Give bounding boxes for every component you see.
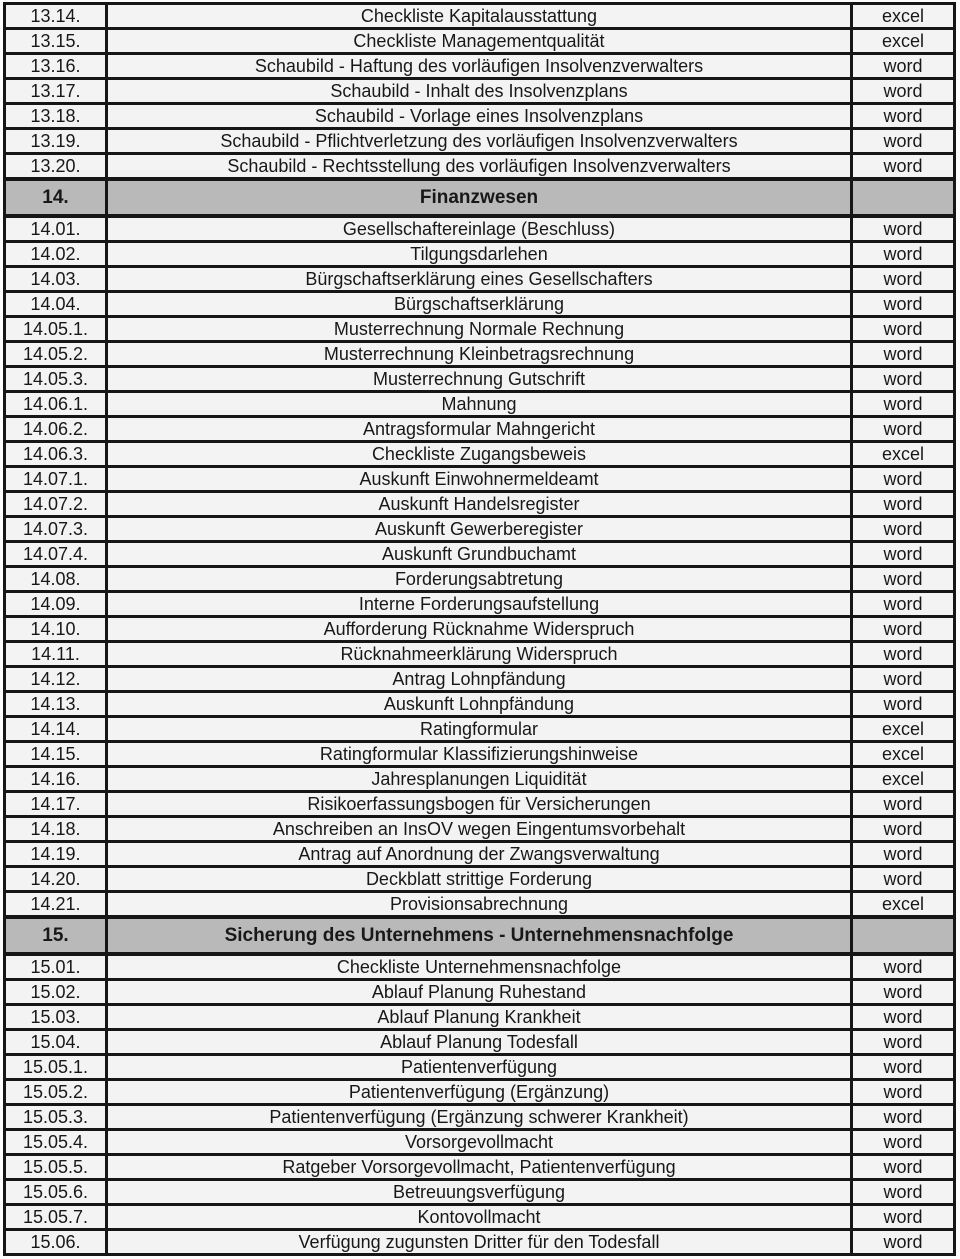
cell-title: Anschreiben an InsOV wegen Eingentumsvorbehalt — [107, 817, 852, 842]
cell-title: Checkliste Kapitalausstattung — [107, 4, 852, 29]
cell-number: 14.05.2. — [5, 342, 107, 367]
cell-format: word — [852, 242, 955, 267]
table-row — [5, 154, 955, 180]
table-row — [5, 417, 955, 442]
cell-format: word — [852, 1230, 955, 1255]
table-row — [5, 1155, 955, 1180]
section-header-row — [5, 179, 955, 216]
table-row — [5, 1180, 955, 1205]
section-title: Finanzwesen — [107, 179, 852, 216]
cell-title: Checkliste Unternehmensnachfolge — [107, 954, 852, 980]
cell-format: word — [852, 1105, 955, 1130]
cell-number: 14. — [5, 179, 107, 216]
cell-format: excel — [852, 742, 955, 767]
cell-title: Risikoerfassungsbogen für Versicherungen — [107, 792, 852, 817]
table-row — [5, 892, 955, 918]
cell-format: word — [852, 1030, 955, 1055]
table-row — [5, 367, 955, 392]
cell-title: Betreuungsverfügung — [107, 1180, 852, 1205]
cell-number: 14.05.3. — [5, 367, 107, 392]
cell-title: Schaubild - Pflichtverletzung des vorläufigen Insolvenzverwalters — [107, 129, 852, 154]
cell-format: word — [852, 817, 955, 842]
cell-format: excel — [852, 717, 955, 742]
table-row — [5, 980, 955, 1005]
cell-title: Schaubild - Inhalt des Insolvenzplans — [107, 79, 852, 104]
table-row — [5, 817, 955, 842]
cell-format: word — [852, 154, 955, 180]
cell-title: Auskunft Handelsregister — [107, 492, 852, 517]
cell-number: 14.15. — [5, 742, 107, 767]
cell-title: Patientenverfügung — [107, 1055, 852, 1080]
cell-title: Auskunft Lohnpfändung — [107, 692, 852, 717]
table-row — [5, 4, 955, 29]
cell-number: 15.06. — [5, 1230, 107, 1255]
cell-title: Ratingformular Klassifizierungshinweise — [107, 742, 852, 767]
cell-title: Jahresplanungen Liquidität — [107, 767, 852, 792]
cell-number: 14.12. — [5, 667, 107, 692]
cell-number: 14.18. — [5, 817, 107, 842]
cell-format: word — [852, 104, 955, 129]
table-row — [5, 867, 955, 892]
cell-title: Rücknahmeerklärung Widerspruch — [107, 642, 852, 667]
cell-number: 15.02. — [5, 980, 107, 1005]
cell-number: 14.07.4. — [5, 542, 107, 567]
cell-format: word — [852, 692, 955, 717]
cell-number: 15.05.7. — [5, 1205, 107, 1230]
cell-format: word — [852, 79, 955, 104]
cell-title: Ablauf Planung Todesfall — [107, 1030, 852, 1055]
cell-format: word — [852, 292, 955, 317]
cell-format: word — [852, 367, 955, 392]
cell-title: Aufforderung Rücknahme Widerspruch — [107, 617, 852, 642]
cell-number: 13.16. — [5, 54, 107, 79]
cell-title: Mahnung — [107, 392, 852, 417]
cell-number: 14.03. — [5, 267, 107, 292]
cell-title: Auskunft Gewerberegister — [107, 517, 852, 542]
cell-format: word — [852, 54, 955, 79]
cell-title: Musterrechnung Normale Rechnung — [107, 317, 852, 342]
table-row — [5, 717, 955, 742]
cell-title: Antrag Lohnpfändung — [107, 667, 852, 692]
cell-title: Deckblatt strittige Forderung — [107, 867, 852, 892]
cell-title: Provisionsabrechnung — [107, 892, 852, 918]
table-row — [5, 1105, 955, 1130]
cell-title: Tilgungsdarlehen — [107, 242, 852, 267]
cell-number: 15.05.5. — [5, 1155, 107, 1180]
cell-title: Ratingformular — [107, 717, 852, 742]
cell-format: word — [852, 617, 955, 642]
cell-number: 14.06.2. — [5, 417, 107, 442]
cell-title: Checkliste Zugangsbeweis — [107, 442, 852, 467]
table-row — [5, 1080, 955, 1105]
cell-title: Vorsorgevollmacht — [107, 1130, 852, 1155]
table-row — [5, 104, 955, 129]
cell-title: Auskunft Grundbuchamt — [107, 542, 852, 567]
cell-format: word — [852, 1180, 955, 1205]
table-row — [5, 692, 955, 717]
table-body — [5, 4, 955, 1255]
cell-format: word — [852, 267, 955, 292]
table-row — [5, 292, 955, 317]
cell-format: word — [852, 842, 955, 867]
cell-number: 14.01. — [5, 216, 107, 242]
cell-title: Ratgeber Vorsorgevollmacht, Patientenverfügung — [107, 1155, 852, 1180]
table-row — [5, 492, 955, 517]
cell-format: word — [852, 317, 955, 342]
table-row — [5, 667, 955, 692]
cell-title: Kontovollmacht — [107, 1205, 852, 1230]
cell-format: excel — [852, 442, 955, 467]
cell-title: Checkliste Managementqualität — [107, 29, 852, 54]
cell-format: word — [852, 567, 955, 592]
cell-format: excel — [852, 4, 955, 29]
table-row — [5, 742, 955, 767]
section-title: Sicherung des Unternehmens - Unternehmensnachfolge — [107, 917, 852, 954]
cell-format: excel — [852, 767, 955, 792]
table-row — [5, 567, 955, 592]
cell-format: word — [852, 492, 955, 517]
table-row — [5, 1205, 955, 1230]
cell-format: word — [852, 1205, 955, 1230]
table-row — [5, 79, 955, 104]
table-row — [5, 342, 955, 367]
cell-title: Forderungsabtretung — [107, 567, 852, 592]
cell-title: Schaubild - Rechtsstellung des vorläufigen Insolvenzverwalters — [107, 154, 852, 180]
cell-number: 14.19. — [5, 842, 107, 867]
cell-number: 13.17. — [5, 79, 107, 104]
table-row — [5, 1030, 955, 1055]
cell-number: 14.04. — [5, 292, 107, 317]
cell-format: word — [852, 1130, 955, 1155]
cell-number: 14.06.3. — [5, 442, 107, 467]
cell-number: 14.16. — [5, 767, 107, 792]
cell-title: Interne Forderungsaufstellung — [107, 592, 852, 617]
cell-title: Bürgschaftserklärung eines Gesellschafters — [107, 267, 852, 292]
cell-title: Gesellschaftereinlage (Beschluss) — [107, 216, 852, 242]
table-row — [5, 1055, 955, 1080]
cell-number: 14.14. — [5, 717, 107, 742]
cell-title: Ablauf Planung Ruhestand — [107, 980, 852, 1005]
cell-number: 14.13. — [5, 692, 107, 717]
cell-number: 14.07.2. — [5, 492, 107, 517]
cell-format: word — [852, 417, 955, 442]
cell-number: 14.06.1. — [5, 392, 107, 417]
cell-number: 15.05.1. — [5, 1055, 107, 1080]
cell-format: word — [852, 1055, 955, 1080]
table-row — [5, 1130, 955, 1155]
section-header-row — [5, 917, 955, 954]
cell-format: word — [852, 129, 955, 154]
table-row — [5, 129, 955, 154]
table-row — [5, 1230, 955, 1255]
cell-format: word — [852, 792, 955, 817]
cell-number: 13.18. — [5, 104, 107, 129]
cell-number: 13.14. — [5, 4, 107, 29]
cell-format: word — [852, 667, 955, 692]
table-row — [5, 542, 955, 567]
cell-number: 14.21. — [5, 892, 107, 918]
cell-format — [852, 917, 955, 954]
cell-format: word — [852, 592, 955, 617]
table-row — [5, 267, 955, 292]
table-row — [5, 216, 955, 242]
cell-format: word — [852, 392, 955, 417]
cell-number: 14.11. — [5, 642, 107, 667]
cell-title: Patientenverfügung (Ergänzung schwerer Krankheit) — [107, 1105, 852, 1130]
cell-title: Musterrechnung Kleinbetragsrechnung — [107, 342, 852, 367]
table-row — [5, 54, 955, 79]
cell-number: 14.05.1. — [5, 317, 107, 342]
cell-title: Antrag auf Anordnung der Zwangsverwaltung — [107, 842, 852, 867]
table-row — [5, 642, 955, 667]
cell-number: 13.15. — [5, 29, 107, 54]
cell-title: Bürgschaftserklärung — [107, 292, 852, 317]
table-row — [5, 317, 955, 342]
cell-title: Verfügung zugunsten Dritter für den Todesfall — [107, 1230, 852, 1255]
cell-format: excel — [852, 29, 955, 54]
cell-number: 15.01. — [5, 954, 107, 980]
cell-number: 15.05.2. — [5, 1080, 107, 1105]
table-row — [5, 392, 955, 417]
cell-number: 15.05.3. — [5, 1105, 107, 1130]
table-row — [5, 442, 955, 467]
cell-number: 15.05.4. — [5, 1130, 107, 1155]
cell-number: 14.07.1. — [5, 467, 107, 492]
table-row — [5, 954, 955, 980]
cell-format: excel — [852, 892, 955, 918]
cell-title: Schaubild - Haftung des vorläufigen Insolvenzverwalters — [107, 54, 852, 79]
document-index-table — [3, 2, 956, 1256]
cell-format: word — [852, 954, 955, 980]
cell-format: word — [852, 1155, 955, 1180]
cell-number: 14.02. — [5, 242, 107, 267]
table-row — [5, 617, 955, 642]
cell-format: word — [852, 1005, 955, 1030]
cell-format: word — [852, 867, 955, 892]
cell-title: Schaubild - Vorlage eines Insolvenzplans — [107, 104, 852, 129]
cell-format — [852, 179, 955, 216]
cell-format: word — [852, 342, 955, 367]
table-row — [5, 29, 955, 54]
cell-number: 14.17. — [5, 792, 107, 817]
cell-format: word — [852, 642, 955, 667]
cell-format: word — [852, 467, 955, 492]
table-row — [5, 242, 955, 267]
cell-title: Musterrechnung Gutschrift — [107, 367, 852, 392]
cell-title: Ablauf Planung Krankheit — [107, 1005, 852, 1030]
cell-number: 15.04. — [5, 1030, 107, 1055]
cell-number: 14.07.3. — [5, 517, 107, 542]
cell-number: 14.08. — [5, 567, 107, 592]
cell-number: 15.03. — [5, 1005, 107, 1030]
table-row — [5, 1005, 955, 1030]
cell-number: 14.10. — [5, 617, 107, 642]
cell-format: word — [852, 216, 955, 242]
cell-format: word — [852, 980, 955, 1005]
table-row — [5, 792, 955, 817]
cell-number: 14.20. — [5, 867, 107, 892]
cell-title: Auskunft Einwohnermeldeamt — [107, 467, 852, 492]
table-row — [5, 767, 955, 792]
table-row — [5, 467, 955, 492]
table-row — [5, 592, 955, 617]
cell-number: 13.20. — [5, 154, 107, 180]
cell-format: word — [852, 1080, 955, 1105]
table-row — [5, 842, 955, 867]
cell-number: 15. — [5, 917, 107, 954]
cell-number: 13.19. — [5, 129, 107, 154]
cell-format: word — [852, 542, 955, 567]
cell-number: 15.05.6. — [5, 1180, 107, 1205]
cell-title: Antragsformular Mahngericht — [107, 417, 852, 442]
cell-format: word — [852, 517, 955, 542]
cell-title: Patientenverfügung (Ergänzung) — [107, 1080, 852, 1105]
cell-number: 14.09. — [5, 592, 107, 617]
table-row — [5, 517, 955, 542]
